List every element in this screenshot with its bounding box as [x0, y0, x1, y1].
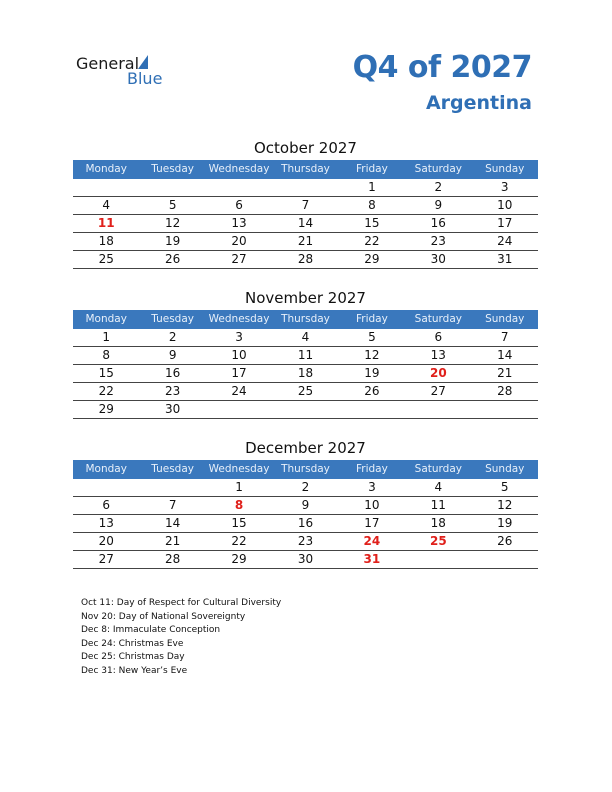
holiday-note: Oct 11: Day of Respect for Cultural Diversity: [81, 598, 282, 608]
month-calendar: [73, 436, 538, 569]
day-cell: 10: [231, 348, 247, 362]
weekday-label: Monday: [85, 313, 127, 325]
day-cell: 11: [430, 498, 446, 512]
day-cell: 1: [368, 180, 376, 194]
day-cell: 5: [368, 330, 376, 344]
day-cell: 21: [297, 234, 314, 248]
day-cell: 2: [168, 330, 177, 344]
day-cell: 9: [434, 198, 443, 212]
weekday-label: Saturday: [414, 463, 462, 475]
day-cell: 19: [497, 516, 513, 530]
day-cell: 19: [164, 234, 181, 248]
weekday-label: Monday: [85, 463, 127, 475]
week-row: [73, 179, 538, 197]
day-cell: 21: [497, 366, 513, 380]
day-cell: 13: [231, 216, 247, 230]
week-row: [73, 215, 538, 233]
day-cell: 6: [434, 330, 443, 344]
day-cell: 27: [98, 552, 114, 566]
empty-day-cell: [472, 401, 538, 418]
month-calendar: [73, 136, 538, 269]
day-cell: 10: [364, 498, 380, 512]
day-cell: 29: [98, 402, 114, 416]
day-cell: 9: [168, 348, 177, 362]
page-title: Q4 of 2027: [352, 50, 532, 85]
weekday-label: Friday: [355, 463, 388, 475]
day-cell: 4: [434, 480, 443, 494]
day-cell: 15: [231, 516, 247, 530]
day-cell: 20: [98, 534, 114, 548]
day-cell: 6: [102, 498, 111, 512]
day-cell: 4: [301, 330, 310, 344]
month-title: November 2027: [245, 289, 366, 307]
week-row: [73, 533, 538, 551]
day-cell: 22: [98, 384, 114, 398]
day-cell: 6: [235, 198, 243, 212]
logo-general-text: General: [76, 54, 140, 73]
day-cell: 18: [98, 234, 114, 248]
weekday-label: Thursday: [281, 163, 330, 175]
weekday-label: Friday: [355, 313, 388, 325]
week-row: [73, 197, 538, 215]
day-cell: 13: [430, 348, 446, 362]
day-cell: 30: [297, 552, 314, 566]
empty-day-cell: [139, 179, 205, 196]
day-cell: 1: [235, 480, 243, 494]
day-cell: 3: [368, 480, 376, 494]
day-cell: 24: [231, 384, 247, 398]
day-cell: 28: [297, 252, 314, 266]
weekday-label: Sunday: [485, 163, 525, 175]
day-cell: 5: [168, 198, 177, 212]
day-cell: 28: [164, 552, 181, 566]
month-title: October 2027: [254, 139, 357, 157]
day-cell: 29: [231, 552, 247, 566]
week-row: [73, 497, 538, 515]
day-cell: 16: [164, 366, 181, 380]
logo: [76, 54, 176, 90]
weekday-label: Saturday: [414, 313, 462, 325]
empty-day-cell: [206, 179, 272, 196]
day-cell: 18: [297, 366, 314, 380]
month-calendar: [73, 286, 538, 419]
holiday-note: Dec 25: Christmas Day: [81, 652, 185, 663]
day-cell: 2: [301, 480, 310, 494]
weekday-label: Saturday: [414, 163, 462, 175]
day-cell: 27: [231, 252, 247, 266]
country-name: Argentina: [425, 92, 532, 114]
day-cell: 26: [364, 384, 380, 398]
day-cell: 30: [164, 402, 181, 416]
day-cell: 22: [364, 234, 380, 248]
weekday-label: Monday: [85, 163, 127, 175]
day-cell: 3: [235, 330, 243, 344]
empty-day-cell: [472, 551, 538, 568]
weekday-label: Wednesday: [208, 313, 270, 325]
week-row: [73, 347, 538, 365]
logo-triangle-icon: [138, 55, 148, 69]
logo-blue-text: Blue: [127, 69, 163, 88]
empty-day-cell: [339, 401, 405, 418]
day-cell: 30: [430, 252, 446, 266]
day-cell: 24: [497, 234, 513, 248]
day-cell: 14: [497, 348, 513, 362]
weekday-label: Wednesday: [208, 463, 270, 475]
holiday-notes: [81, 597, 281, 679]
day-cell: 13: [98, 516, 114, 530]
day-cell: 12: [364, 348, 380, 362]
day-cell: 18: [430, 516, 446, 530]
day-cell: 14: [297, 216, 314, 230]
week-row: [73, 515, 538, 533]
day-cell: 24: [363, 534, 381, 548]
day-cell: 23: [430, 234, 446, 248]
day-cell: 25: [98, 252, 114, 266]
day-cell: 23: [164, 384, 181, 398]
day-cell: 2: [434, 180, 443, 194]
day-cell: 8: [102, 348, 111, 362]
week-row: [73, 365, 538, 383]
holiday-note: Dec 31: New Year’s Eve: [81, 665, 188, 676]
weekday-header: [73, 460, 538, 479]
empty-day-cell: [405, 401, 471, 418]
day-cell: 20: [429, 366, 447, 380]
day-cell: 31: [497, 252, 513, 266]
week-row: [73, 551, 538, 569]
empty-day-cell: [139, 479, 205, 496]
week-row: [73, 401, 538, 419]
weekday-label: Tuesday: [151, 313, 194, 325]
day-cell: 7: [500, 330, 509, 344]
day-cell: 7: [168, 498, 177, 512]
day-cell: 19: [364, 366, 380, 380]
weekday-label: Thursday: [281, 313, 330, 325]
day-cell: 21: [164, 534, 181, 548]
day-cell: 27: [430, 384, 446, 398]
day-cell: 5: [500, 480, 509, 494]
week-row: [73, 251, 538, 269]
holiday-note: Dec 24: Christmas Eve: [81, 638, 184, 649]
day-cell: 26: [497, 534, 513, 548]
day-cell: 22: [231, 534, 247, 548]
day-cell: 3: [500, 180, 509, 194]
day-cell: 12: [497, 498, 513, 512]
day-cell: 29: [364, 252, 380, 266]
weekday-label: Thursday: [281, 463, 330, 475]
week-row: [73, 329, 538, 347]
holiday-note: Nov 20: Day of National Sovereignty: [81, 611, 246, 622]
day-cell: 12: [164, 216, 181, 230]
day-cell: 8: [234, 498, 244, 512]
month-title: December 2027: [245, 439, 366, 457]
day-cell: 25: [297, 384, 314, 398]
empty-day-cell: [405, 551, 471, 568]
day-cell: 20: [231, 234, 247, 248]
day-cell: 9: [301, 498, 310, 512]
empty-day-cell: [206, 401, 272, 418]
weekday-label: Tuesday: [151, 463, 194, 475]
day-cell: 26: [164, 252, 181, 266]
day-cell: 23: [297, 534, 314, 548]
day-cell: 14: [164, 516, 181, 530]
day-cell: 31: [363, 552, 381, 566]
day-cell: 16: [430, 216, 446, 230]
day-cell: 15: [98, 366, 114, 380]
weekday-label: Sunday: [485, 313, 525, 325]
day-cell: 17: [364, 516, 380, 530]
weekday-label: Tuesday: [151, 163, 194, 175]
weekday-header: [73, 160, 538, 179]
weekday-label: Friday: [355, 163, 388, 175]
day-cell: 4: [102, 198, 111, 212]
day-cell: 17: [497, 216, 513, 230]
weekday-label: Wednesday: [208, 163, 270, 175]
empty-day-cell: [272, 179, 338, 196]
day-cell: 1: [102, 330, 111, 344]
day-cell: 15: [364, 216, 380, 230]
day-cell: 16: [297, 516, 314, 530]
week-row: [73, 479, 538, 497]
week-row: [73, 383, 538, 401]
weekday-label: Sunday: [485, 463, 525, 475]
weekday-header: [73, 310, 538, 329]
day-cell: 28: [497, 384, 513, 398]
day-cell: 11: [97, 216, 115, 230]
day-cell: 7: [301, 198, 310, 212]
day-cell: 8: [368, 198, 376, 212]
day-cell: 25: [429, 534, 447, 548]
day-cell: 11: [297, 348, 314, 362]
empty-day-cell: [73, 479, 139, 496]
day-cell: 17: [231, 366, 247, 380]
empty-day-cell: [272, 401, 338, 418]
empty-day-cell: [73, 179, 139, 196]
week-row: [73, 233, 538, 251]
day-cell: 10: [497, 198, 513, 212]
holiday-note: Dec 8: Immaculate Conception: [81, 625, 221, 636]
